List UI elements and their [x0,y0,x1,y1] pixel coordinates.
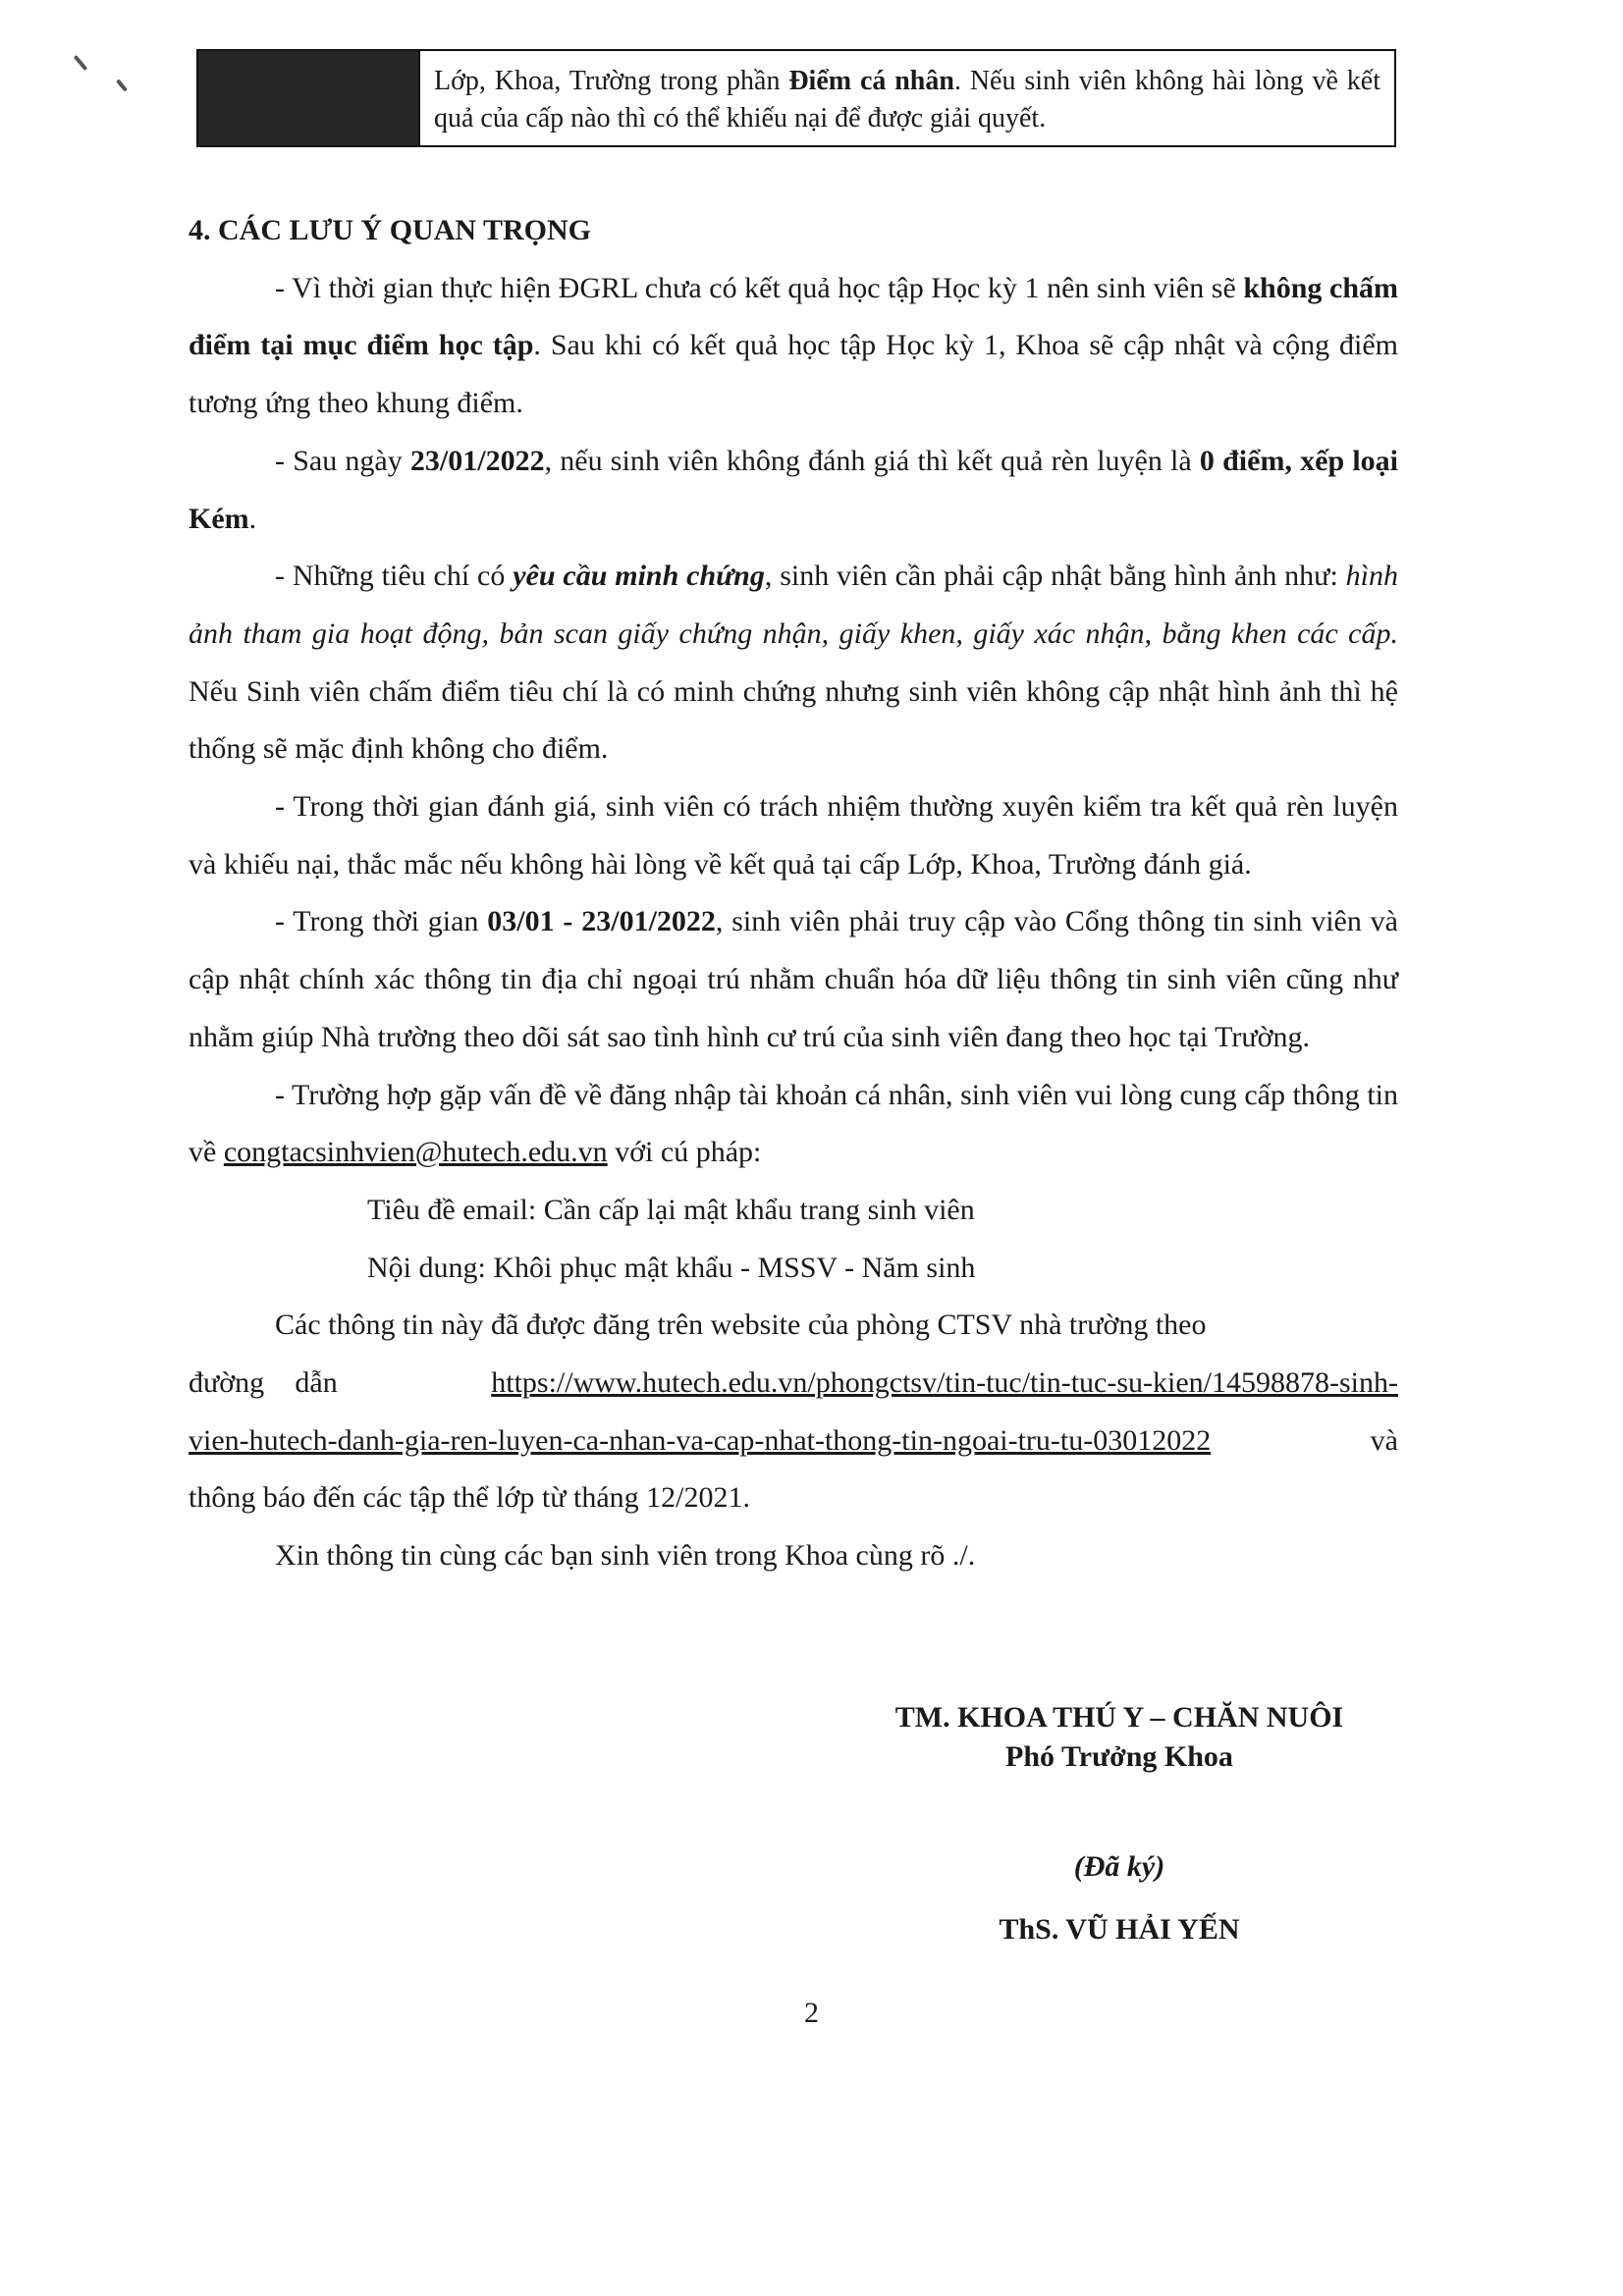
text: đường dẫn [189,1366,338,1400]
signature-block [854,1698,1384,1949]
text: - Vì thời gian thực hiện ĐGRL chưa có kết quả học tập Học kỳ 1 nên sinh viên sẽ [275,271,1244,304]
section-heading: 4. CÁC LƯU Ý QUAN TRỌNG [189,214,592,246]
paragraph-11: thông báo đến các tập thể lớp từ tháng 12/2021. [189,1481,750,1515]
text-bold: không chấm điểm tại mục điểm học tập [189,271,1398,362]
table-text-cell [420,51,1394,145]
text-bold-italic: yêu cầu minh chứng [513,560,765,593]
email-content-line: Nội dung: Khôi phục mật khẩu - MSSV - Năm sinh [367,1251,976,1284]
scan-mark [116,79,128,91]
text-bold: 0 điểm, xếp loại Kém [189,444,1399,535]
website-link-cont[interactable]: vien-hutech-danh-gia-ren-luyen-ca-nhan-va-cap-nhat-thong-tin-ngoai-tru-tu-03012022 [189,1423,1212,1457]
website-link[interactable]: https://www.hutech.edu.vn/phongctsv/tin-tuc/tin-tuc-su-kien/14598878-sinh- [491,1366,1398,1400]
paragraph-1 [189,260,1398,433]
signature-role: Phó Trưởng Khoa [1005,1740,1233,1773]
text: , sinh viên phải truy cập vào Cổng thông tin sinh viên và cập nhật chính xác thông tin địa chỉ ngoại trú nhằm chuẩn hóa dữ liệu thông tin sinh viên cũng như nhằm giúp Nhà trường theo dõi sát sao tình hình cư trú của sinh viên đang theo học tại Trường. [189,905,1398,1053]
text: - Những tiêu chí có [275,560,514,593]
table-text: . Nếu sinh viên không hài lòng về kết quả của cấp nào thì có thể khiếu nại để được giải quyết. [434,66,1380,133]
signature-name: ThS. VŨ HẢI YẾN [999,1913,1240,1946]
page-number: 2 [804,1997,819,2029]
paragraph-12: Xin thông tin cùng các bạn sinh viên trong Khoa cùng rõ ./. [275,1539,976,1573]
text: . [248,502,257,535]
body-text [189,202,1398,1585]
text: . Sau khi có kết quả học tập Học kỳ 1, Khoa sẽ cập nhật và cộng điểm tương ứng theo khung điểm. [189,329,1399,420]
url-line-1 [189,1355,1398,1413]
paragraph-3 [189,548,1398,778]
paragraph-5 [189,893,1398,1066]
paragraph-2 [189,433,1398,548]
table-text: Lớp, Khoa, Trường trong phần [434,66,789,96]
paragraph-4: - Trong thời gian đánh giá, sinh viên có trách nhiệm thường xuyên kiểm tra kết quả rèn luyện và khiếu nại, thắc mắc nếu không hài lòng về kết quả tại cấp Lớp, Khoa, Trường đánh giá. [189,790,1398,881]
table-dark-cell [198,51,420,145]
text: với cú pháp: [607,1136,762,1169]
signature-signed: (Đã ký) [1073,1850,1165,1883]
text: , nếu sinh viên không đánh giá thì kết quả rèn luyện là [544,444,1200,477]
paragraph-6 [189,1067,1398,1182]
email-subject-line: Tiêu đề email: Cần cấp lại mật khẩu trang sinh viên [367,1193,975,1226]
text-bold: 23/01/2022 [409,444,545,477]
paragraph-9: Các thông tin này đã được đăng trên website của phòng CTSV nhà trường theo [275,1308,1207,1342]
text: , sinh viên cần phải cập nhật bằng hình ảnh như: [764,560,1346,593]
text: và [1370,1423,1398,1457]
text: - Trong thời gian [275,905,488,938]
table-text-bold: Điểm cá nhân [788,66,954,96]
scan-mark [74,55,88,71]
text-bold: 03/01 - 23/01/2022 [487,905,716,938]
signature-org: TM. KHOA THÚ Y – CHĂN NUÔI [894,1701,1344,1734]
url-line-2 [189,1413,1398,1470]
text: - Trường hợp gặp vấn đề về đăng nhập tài khoản cá nhân, sinh viên vui lòng cung cấp thông tin về [189,1078,1398,1169]
email-link[interactable]: congtacsinhvien@hutech.edu.vn [223,1136,608,1169]
text: - Sau ngày [275,444,410,477]
table-fragment [196,49,1396,147]
text: Nếu Sinh viên chấm điểm tiêu chí là có minh chứng nhưng sinh viên không cập nhật hình ảnh thì hệ thống sẽ mặc định không cho điểm. [189,674,1398,766]
text-italic: hình ảnh tham gia hoạt động, bản scan giấy chứng nhận, giấy khen, giấy xác nhận, bằng khen các cấp. [189,560,1398,650]
